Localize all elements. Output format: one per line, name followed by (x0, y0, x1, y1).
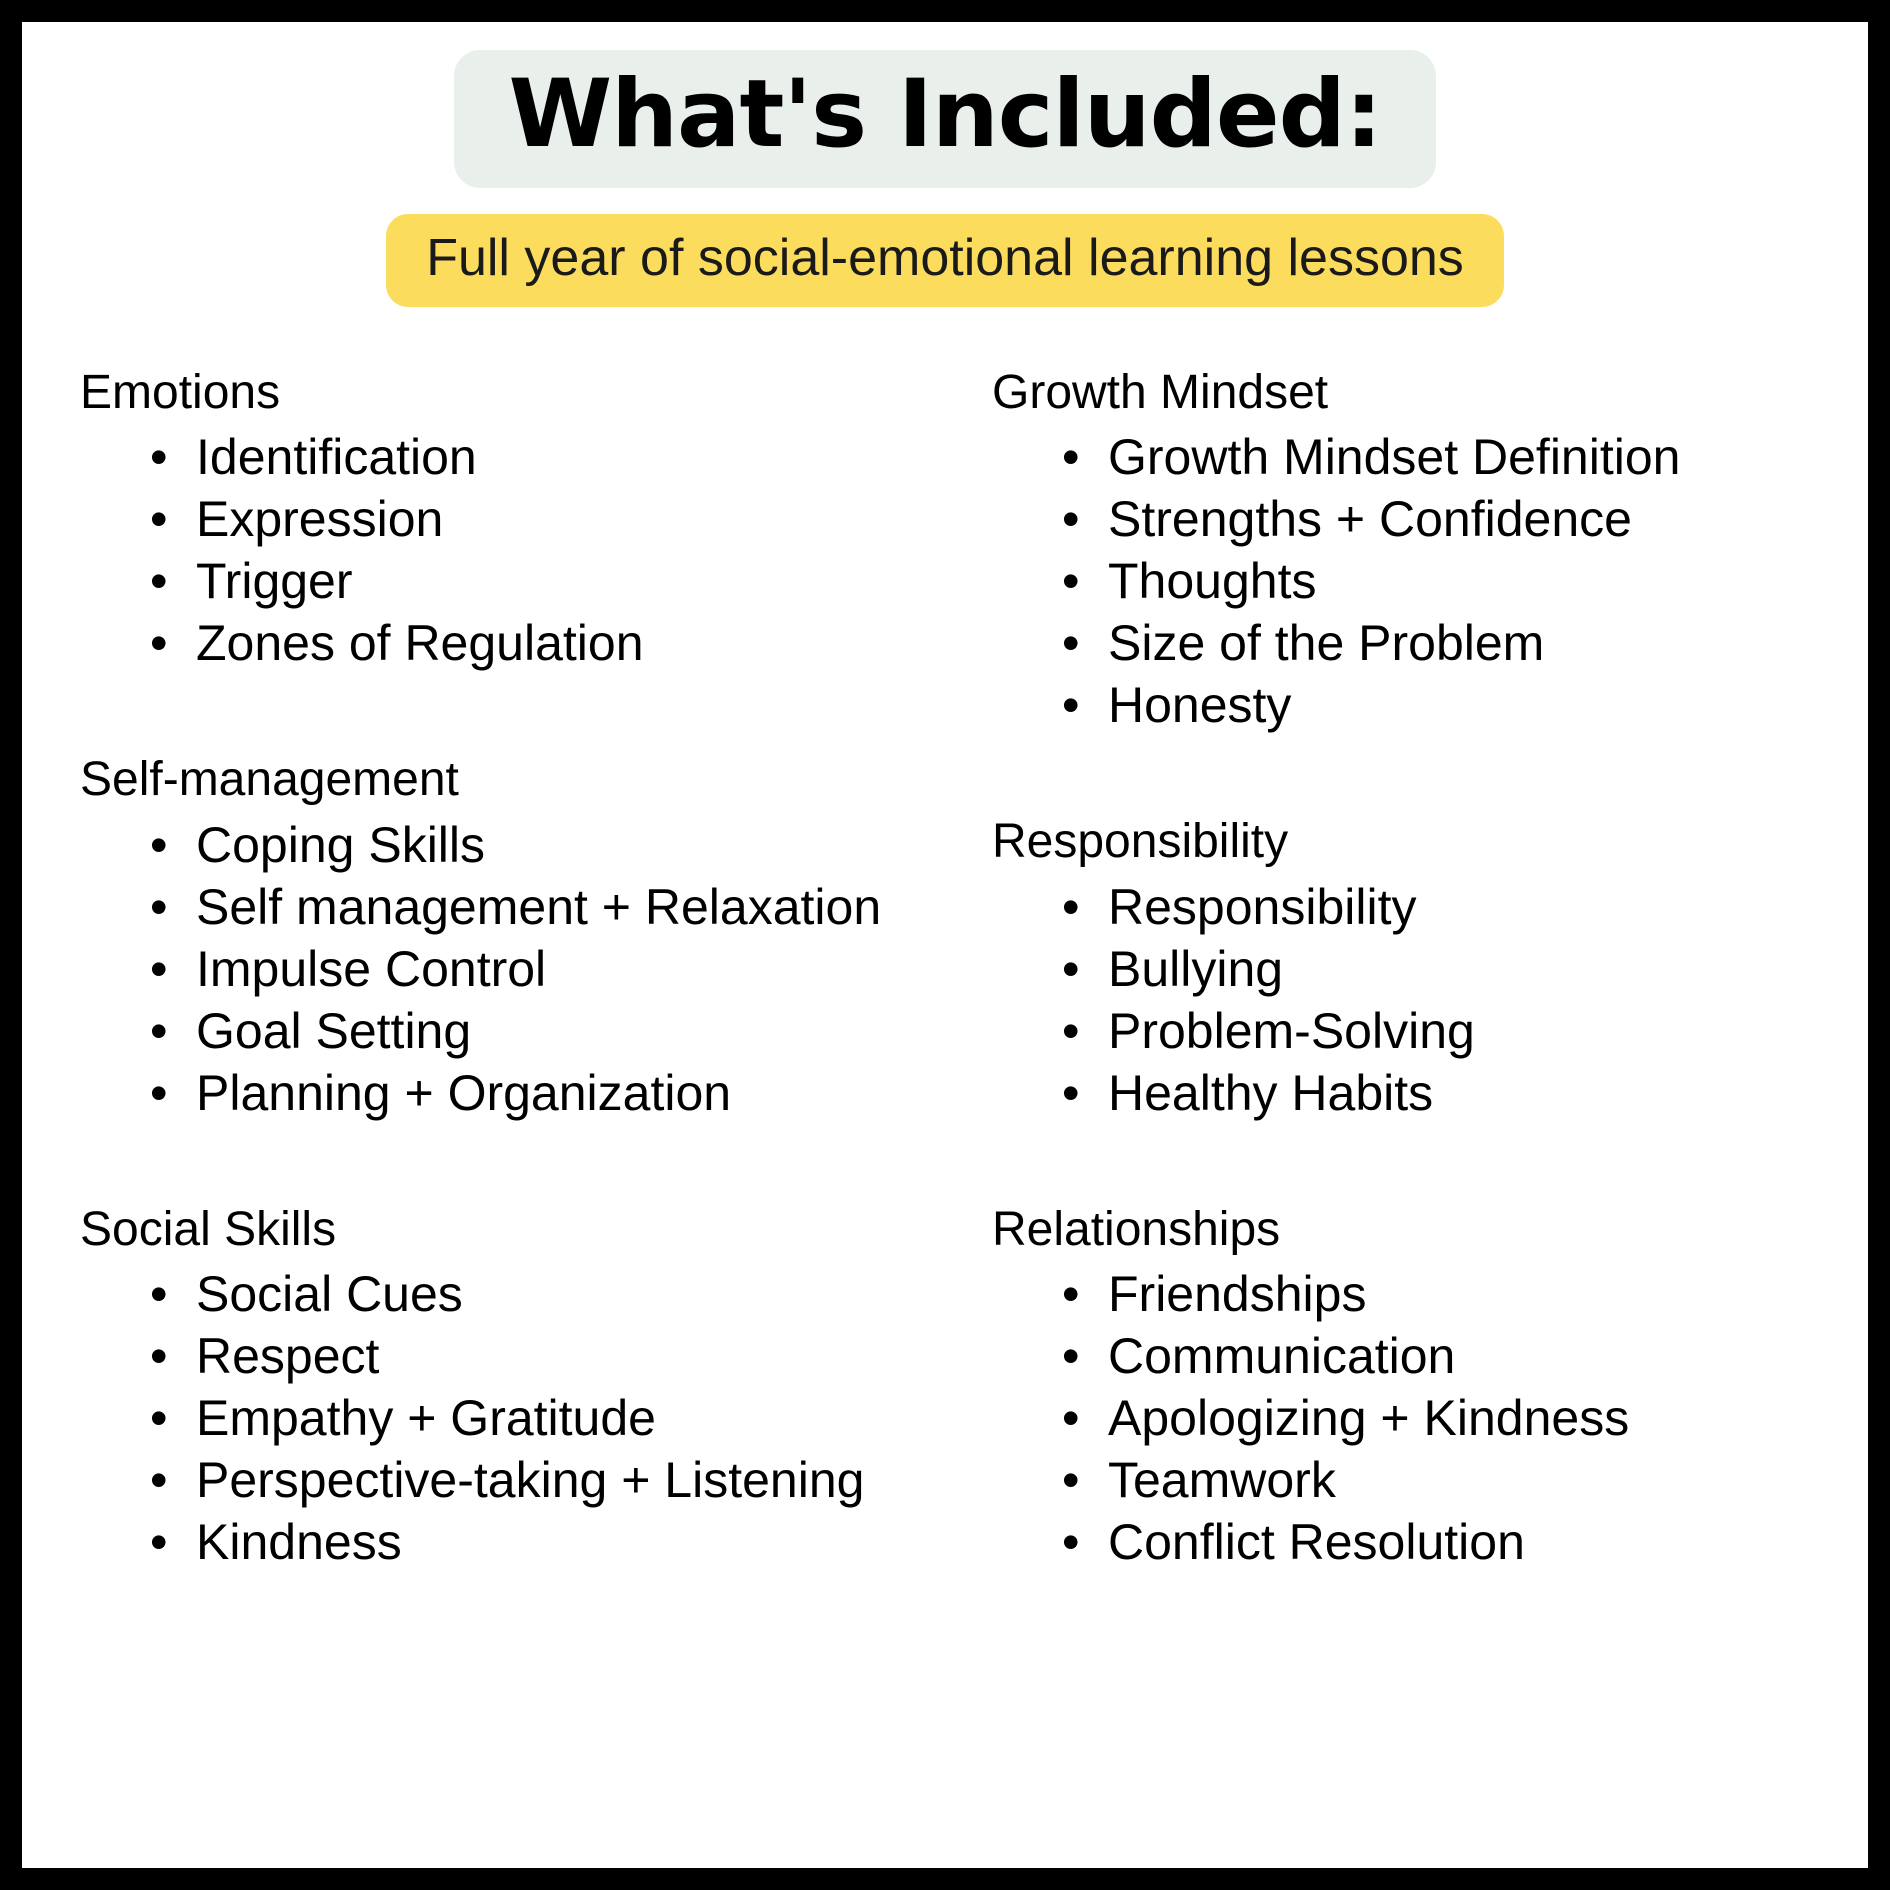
group-self-management (80, 752, 948, 1123)
bullet-icon: • (1062, 1389, 1080, 1446)
bullet-icon: • (1062, 1064, 1080, 1121)
bullet-icon: • (150, 878, 168, 935)
list-item (150, 1449, 948, 1511)
list-item (150, 1000, 948, 1062)
left-column (80, 365, 948, 1573)
list-item (1062, 876, 1816, 938)
bullet-icon: • (1062, 1327, 1080, 1384)
list-item-label: Coping Skills (196, 816, 486, 873)
group-emotions (80, 365, 948, 674)
list-item-label: Expression (196, 491, 444, 548)
bullet-icon: • (150, 1389, 168, 1446)
list-item (150, 876, 948, 938)
list-item (1062, 1263, 1816, 1325)
list-item (1062, 674, 1816, 736)
bullet-icon: • (1062, 1513, 1080, 1570)
group-heading: Relationships (992, 1202, 1281, 1256)
list-item-label: Goal Setting (196, 1002, 472, 1059)
list-item (1062, 1062, 1816, 1124)
list-item-label: Responsibility (1108, 878, 1417, 935)
list-item-label: Zones of Regulation (196, 615, 644, 672)
list-item (1062, 1000, 1816, 1062)
group-relationships (992, 1202, 1816, 1573)
list-item-label: Teamwork (1108, 1451, 1336, 1508)
group-item-list (992, 426, 1816, 736)
group-item-list (80, 814, 948, 1124)
group-heading: Emotions (80, 366, 281, 420)
list-item-label: Growth Mindset Definition (1108, 429, 1681, 486)
list-item (150, 1062, 948, 1124)
group-social-skills (80, 1202, 948, 1573)
group-heading: Self-management (80, 753, 459, 807)
group-heading: Responsibility (992, 815, 1289, 869)
bullet-icon: • (1062, 491, 1080, 548)
bullet-icon: • (150, 1265, 168, 1322)
bullet-icon: • (150, 553, 168, 610)
list-item-label: Kindness (196, 1513, 402, 1570)
bullet-icon: • (1062, 1451, 1080, 1508)
list-item-label: Respect (196, 1327, 380, 1384)
bullet-icon: • (150, 940, 168, 997)
bullet-icon: • (150, 1002, 168, 1059)
list-item-label: Apologizing + Kindness (1108, 1389, 1630, 1446)
list-item (1062, 426, 1816, 488)
list-item-label: Communication (1108, 1327, 1456, 1384)
bullet-icon: • (1062, 1265, 1080, 1322)
list-item (1062, 1449, 1816, 1511)
right-column (948, 365, 1816, 1573)
list-item (150, 612, 948, 674)
bullet-icon: • (1062, 677, 1080, 734)
group-responsibility (992, 814, 1816, 1123)
list-item-label: Bullying (1108, 940, 1284, 997)
list-item (150, 1263, 948, 1325)
title-chip (454, 50, 1435, 188)
bullet-icon: • (1062, 615, 1080, 672)
list-item-label: Impulse Control (196, 940, 547, 997)
bullet-icon: • (150, 816, 168, 873)
list-item (150, 1325, 948, 1387)
list-item (150, 1511, 948, 1573)
page-title: What's Included: (508, 60, 1382, 169)
list-item (150, 488, 948, 550)
list-item (1062, 1387, 1816, 1449)
content-columns (22, 365, 1868, 1573)
bullet-icon: • (150, 1513, 168, 1570)
subtitle-chip (386, 214, 1504, 307)
list-item-label: Conflict Resolution (1108, 1513, 1525, 1570)
bullet-icon: • (150, 1327, 168, 1384)
list-item-label: Perspective-taking + Listening (196, 1451, 865, 1508)
list-item (150, 938, 948, 1000)
list-item (1062, 488, 1816, 550)
list-item (1062, 938, 1816, 1000)
bullet-icon: • (150, 615, 168, 672)
bullet-icon: • (1062, 429, 1080, 486)
bullet-icon: • (1062, 1002, 1080, 1059)
list-item (1062, 550, 1816, 612)
page-subtitle: Full year of social-emotional learning lessons (426, 229, 1464, 287)
group-heading: Social Skills (80, 1202, 337, 1256)
list-item-label: Friendships (1108, 1265, 1367, 1322)
bullet-icon: • (150, 1451, 168, 1508)
list-item-label: Trigger (196, 553, 353, 610)
bullet-icon: • (1062, 553, 1080, 610)
list-item-label: Planning + Organization (196, 1064, 732, 1121)
list-item-label: Strengths + Confidence (1108, 491, 1632, 548)
list-item (150, 426, 948, 488)
list-item-label: Size of the Problem (1108, 615, 1545, 672)
list-item (1062, 612, 1816, 674)
list-item (150, 550, 948, 612)
group-item-list (80, 1263, 948, 1573)
poster-page (22, 22, 1868, 1868)
group-heading: Growth Mindset (992, 366, 1329, 420)
list-item-label: Identification (196, 429, 477, 486)
list-item-label: Problem-Solving (1108, 1002, 1475, 1059)
list-item-label: Thoughts (1108, 553, 1317, 610)
bullet-icon: • (150, 429, 168, 486)
bullet-icon: • (150, 1064, 168, 1121)
list-item-label: Social Cues (196, 1265, 463, 1322)
group-item-list (80, 426, 948, 674)
list-item (150, 814, 948, 876)
bullet-icon: • (150, 491, 168, 548)
bullet-icon: • (1062, 878, 1080, 935)
bullet-icon: • (1062, 940, 1080, 997)
subtitle-container (22, 214, 1868, 307)
group-item-list (992, 876, 1816, 1124)
list-item (1062, 1325, 1816, 1387)
group-item-list (992, 1263, 1816, 1573)
list-item-label: Empathy + Gratitude (196, 1389, 656, 1446)
title-container (22, 50, 1868, 188)
list-item-label: Healthy Habits (1108, 1064, 1434, 1121)
group-growth-mindset (992, 365, 1816, 736)
list-item-label: Self management + Relaxation (196, 878, 882, 935)
list-item-label: Honesty (1108, 677, 1292, 734)
list-item (1062, 1511, 1816, 1573)
list-item (150, 1387, 948, 1449)
